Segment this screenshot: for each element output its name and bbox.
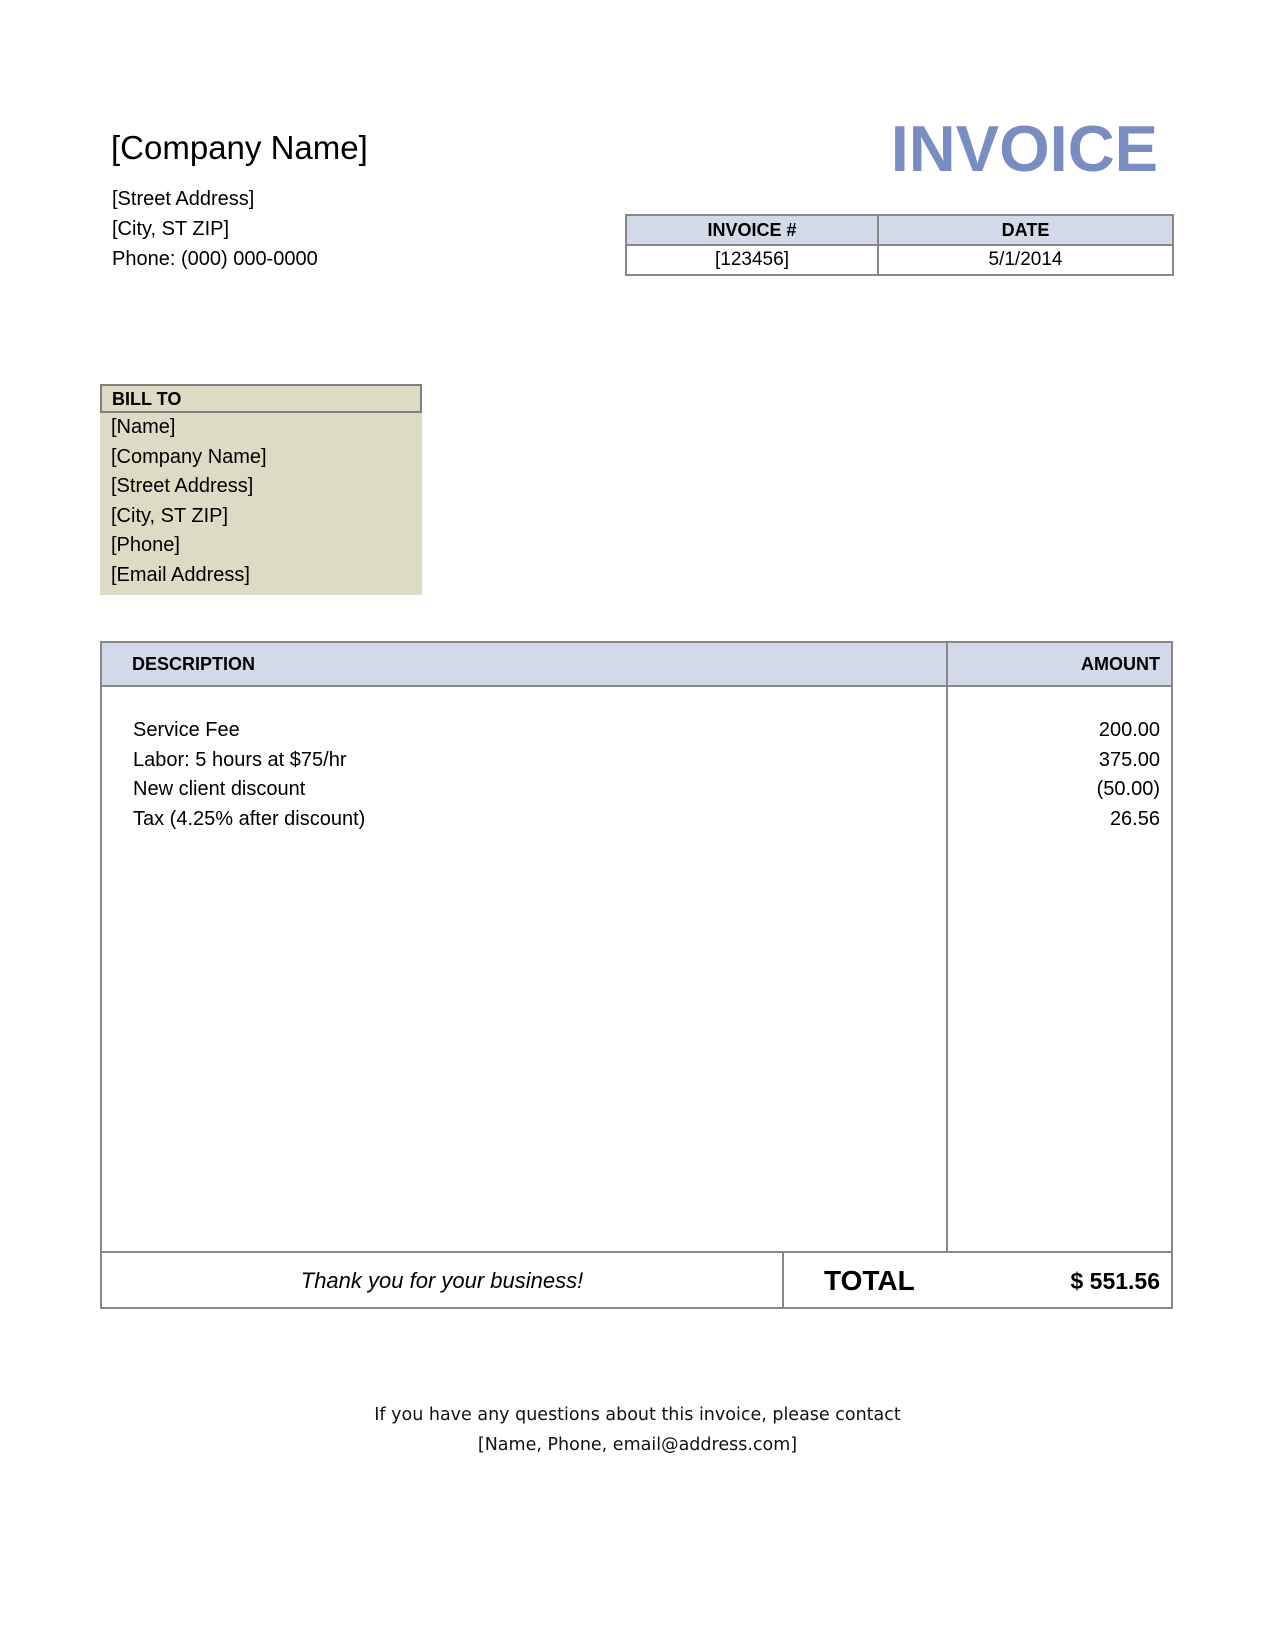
line-item-description: Service Fee: [133, 719, 240, 741]
bill-to-city: [City, ST ZIP]: [111, 504, 229, 527]
company-phone: Phone: (000) 000-0000: [112, 248, 318, 270]
meta-value-row: [626, 245, 1173, 275]
invoice-number-value: [123456]: [626, 245, 878, 275]
bill-to-phone: [Phone]: [111, 534, 180, 556]
meta-header-row: [626, 215, 1173, 245]
invoice-number-label: INVOICE #: [626, 215, 878, 245]
line-item-amount: 375.00: [1098, 748, 1160, 771]
footer-line-1: If you have any questions about this invoice, please contact: [374, 1405, 901, 1425]
line-item-amount: 200.00: [1098, 719, 1160, 741]
company-street: [Street Address]: [112, 188, 255, 210]
bill-to-company: [Company Name]: [111, 445, 267, 468]
line-item-amount: (50.00): [1096, 778, 1160, 800]
date-label: DATE: [878, 215, 1173, 245]
amount-list: [1097, 716, 1160, 834]
column-divider: [946, 643, 948, 1251]
line-items-header: [102, 643, 1171, 687]
date-value: 5/1/2014: [878, 245, 1173, 275]
bill-to-name: [Name]: [111, 416, 176, 438]
company-name: [Company Name]: [111, 129, 368, 166]
invoice-title: INVOICE: [890, 112, 1158, 185]
line-items-table: [100, 641, 1173, 1309]
thank-you-message: Thank you for your business!: [300, 1268, 584, 1293]
bill-to-email: [Email Address]: [111, 563, 250, 586]
description-list: [133, 716, 365, 834]
total-amount: $ 551.56: [1070, 1268, 1160, 1294]
line-item-description: Tax (4.25% after discount): [133, 807, 366, 830]
total-divider: [782, 1253, 784, 1309]
bill-to-header: BILL TO: [100, 384, 422, 413]
invoice-meta-table: [625, 214, 1174, 276]
company-city: [City, ST ZIP]: [112, 218, 230, 240]
amount-column-header: AMOUNT: [1081, 654, 1160, 674]
description-column-header: DESCRIPTION: [132, 654, 256, 674]
footer-contact: [0, 1400, 1275, 1460]
total-row: [102, 1251, 1171, 1307]
footer-line-2: [Name, Phone, email@address.com]: [477, 1435, 798, 1455]
line-item-description: New client discount: [133, 778, 306, 800]
line-item-amount: 26.56: [1109, 807, 1160, 830]
total-label: TOTAL: [824, 1265, 915, 1296]
bill-to-street: [Street Address]: [111, 475, 254, 497]
line-item-description: Labor: 5 hours at $75/hr: [133, 748, 347, 771]
bill-to-section: [100, 384, 422, 595]
